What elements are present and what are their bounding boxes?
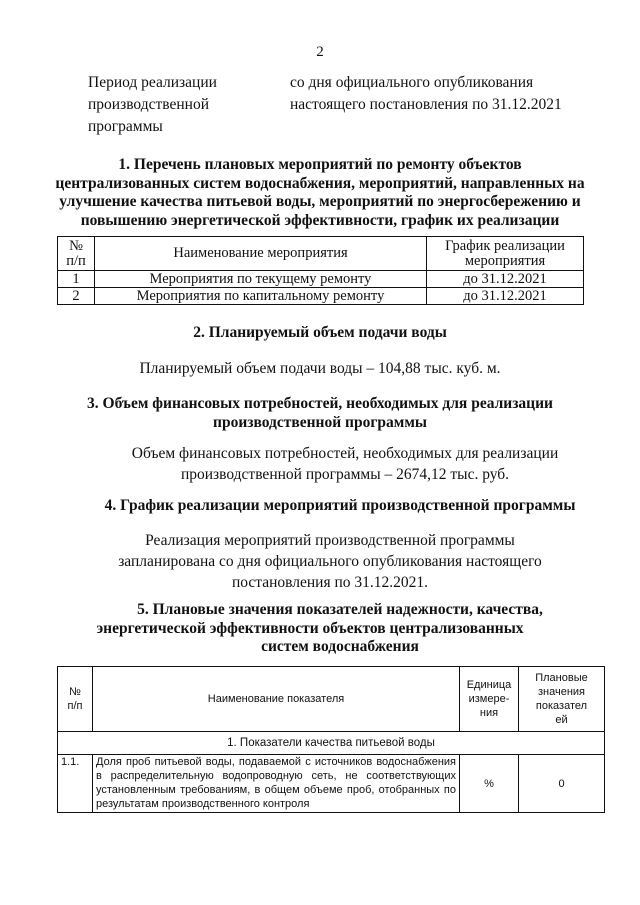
header-cell-num: [58, 237, 95, 271]
header-value-line: показател: [535, 700, 588, 712]
section4-text: [50, 530, 610, 593]
row-schedule: до 31.12.2021: [427, 271, 584, 288]
period-value-line: со дня официального опубликования: [290, 74, 534, 91]
table-row: [58, 271, 584, 288]
row-schedule: до 31.12.2021: [427, 288, 584, 305]
table-group-row: [58, 732, 605, 755]
header-cell-name: Наименование показателя: [93, 667, 460, 732]
row-unit: %: [460, 755, 519, 813]
section1-title-line: улучшение качества питьевой воды, мероприятий по энергосбережению и: [59, 193, 581, 210]
section1-title: [40, 156, 600, 230]
header-cell-num: [58, 667, 93, 732]
group-title: 1. Показатели качества питьевой воды: [58, 732, 605, 755]
row-value: 0: [519, 755, 605, 813]
row-num: 1.1.: [58, 755, 93, 813]
period-value-line: настоящего постановления по 31.12.2021: [290, 96, 562, 113]
section3-text: [65, 443, 625, 485]
header-value-line: Плановые: [535, 672, 588, 684]
table-header-row: [58, 667, 605, 732]
section5-title: [60, 601, 620, 657]
row-name: Мероприятия по капитальному ремонту: [95, 288, 427, 305]
header-num-line: №: [69, 237, 83, 254]
header-num-line: п/п: [66, 252, 86, 269]
activities-table: [57, 236, 584, 305]
table-row: [58, 288, 584, 305]
period-value: [290, 72, 562, 116]
header-value-line: значения: [537, 686, 586, 698]
page-number: 2: [316, 44, 324, 60]
header-cell-name: Наименование мероприятия: [95, 237, 427, 271]
header-cell-unit: [460, 667, 519, 732]
section2-text: Планируемый объем подачи воды – 104,88 тыс. куб. м.: [139, 360, 501, 377]
section4-text-line: постановления по 31.12.2021.: [231, 574, 429, 591]
row-name: Мероприятия по текущему ремонту: [95, 271, 427, 288]
section3-title-line: производственной программы: [213, 413, 427, 431]
section2-title: 2. Планируемый объем подачи воды: [193, 324, 447, 341]
header-unit-line: Единица: [466, 679, 512, 691]
header-num-line: №: [69, 686, 81, 698]
period-label: [88, 72, 217, 138]
table-header-row: [58, 237, 584, 271]
header-schedule-line: График реализации: [445, 237, 565, 254]
header-unit-line: ния: [479, 707, 499, 719]
period-label-line: программы: [88, 118, 163, 135]
section1-title-line: 1. Перечень плановых мероприятий по ремонту объектов: [118, 156, 522, 173]
table-row: [58, 755, 605, 813]
header-unit-line: измере-: [468, 693, 510, 705]
header-cell-schedule: [427, 237, 584, 271]
section1-title-line: централизованных систем водоснабжения, мероприятий, направленных на: [55, 174, 585, 192]
section1-title-line: повышению энергетической эффективности, график их реализации: [80, 211, 560, 229]
section3-text-line: Объем финансовых потребностей, необходимых для реализации: [131, 445, 559, 462]
row-text: Доля проб питьевой воды, подаваемой с источников водоснабжения в распределительную водопроводную сеть, не соответствующих установленным требованиям, в общем объеме проб, отобранных по результатам производственного контроля: [93, 755, 460, 813]
section4-title: 4. График реализации мероприятий производственной программы: [104, 497, 576, 514]
section3-title: [40, 395, 600, 432]
header-cell-value: [519, 667, 605, 732]
section3-title-line: 3. Объем финансовых потребностей, необходимых для реализации: [87, 395, 553, 412]
section4-text-line: запланирована со дня официального опубликования настоящего: [118, 553, 542, 570]
section3-text-line: производственной программы – 2674,12 тыс. руб.: [180, 466, 510, 483]
section5-title-line: 5. Плановые значения показателей надежности, качества,: [137, 601, 543, 618]
period-label-line: Период реализации: [88, 74, 217, 91]
section5-title-line: энергетической эффективности объектов централизованных: [96, 619, 524, 637]
header-schedule-line: мероприятия: [464, 252, 546, 269]
period-label-line: производственной: [88, 96, 210, 113]
row-num: 2: [58, 288, 95, 305]
header-num-line: п/п: [67, 700, 83, 712]
section5-title-line: систем водоснабжения: [261, 638, 419, 655]
indicators-table: [57, 666, 605, 813]
section4-text-line: Реализация мероприятий производственной программы: [145, 532, 515, 549]
header-value-line: ей: [555, 714, 568, 726]
row-num: 1: [58, 271, 95, 288]
